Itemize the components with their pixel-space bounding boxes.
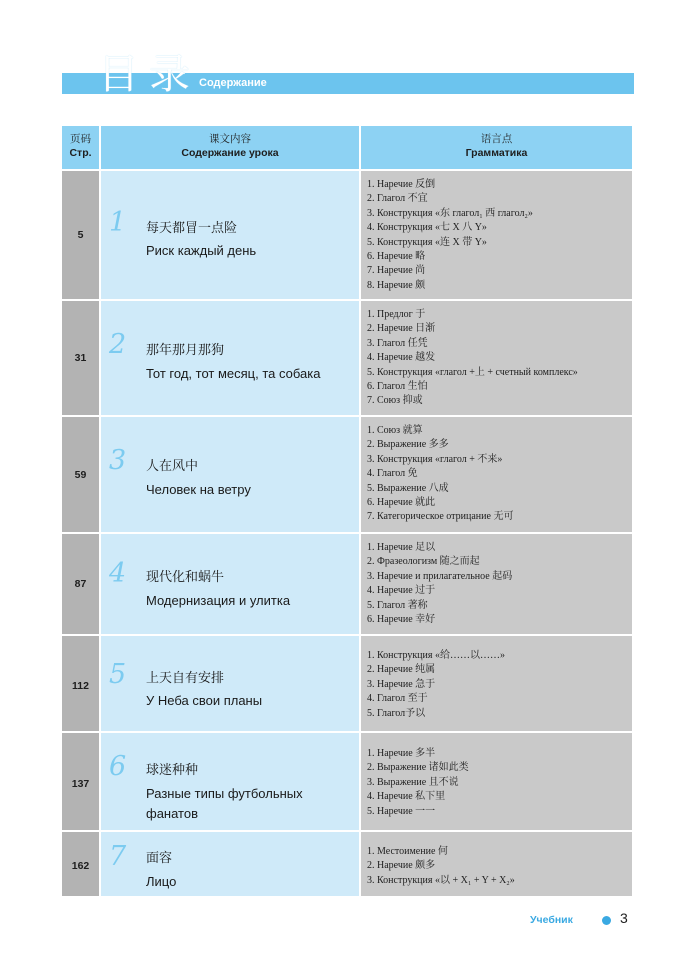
grammar-cell (361, 417, 632, 532)
page-cell (62, 171, 99, 299)
lesson-row-4 (62, 534, 632, 634)
grammar-item: 3. Конструкция «东 глагол₁ 西 глагол₂» (367, 207, 533, 219)
grammar-item: 1. Наречие 多半 (367, 748, 436, 759)
grammar-item: 4. Наречие 私下里 (367, 791, 446, 803)
grammar-item: 4. Наречие 越发 (367, 352, 436, 364)
grammar-item: 6. Наречие 幸好 (367, 614, 436, 626)
page-number: 59 (74, 469, 87, 481)
lesson-title-ru: У Неба свои планы (146, 693, 263, 708)
page-number: 137 (71, 778, 90, 790)
page-cell (62, 534, 99, 634)
grammar-item: 4. Наречие 过于 (367, 585, 436, 597)
grammar-item: 2. Наречие 纯属 (367, 664, 436, 676)
grammar-item: 7. Наречие 尚 (367, 265, 426, 277)
header-content-ru: Содержание урока (181, 147, 279, 159)
page-number: 31 (74, 352, 87, 364)
grammar-item: 1. Конструкция «给……以……» (367, 650, 505, 661)
lesson-title-ru: Человек на ветру (146, 482, 251, 497)
page-number: 162 (71, 860, 90, 872)
grammar-item: 6. Наречие 略 (367, 251, 426, 263)
grammar-item: 4. Конструкция «七 X 八 Y» (367, 222, 487, 234)
lesson-number: 3 (109, 445, 127, 476)
page-cell (62, 301, 99, 415)
page-title-ru: Содержание (199, 77, 267, 89)
lesson-title-zh: 上天自有安排 (146, 671, 225, 686)
grammar-list (367, 649, 505, 721)
grammar-cell (361, 733, 632, 830)
page-number: 87 (74, 578, 87, 590)
title-cell (101, 636, 359, 731)
lesson-number: 7 (109, 841, 127, 872)
header-page-ru: Стр. (69, 147, 92, 159)
lesson-number: 4 (109, 558, 127, 589)
grammar-list (367, 424, 513, 525)
page-cell (62, 417, 99, 532)
lesson-title-zh: 人在风中 (146, 459, 199, 474)
grammar-item: 1. Наречие 反倒 (367, 179, 436, 190)
grammar-item: 2. Наречие 颇多 (367, 860, 436, 872)
lesson-title-ru: Тот год, тот месяц, та собака (146, 366, 321, 381)
lesson-number: 1 (109, 207, 127, 238)
grammar-item: 1. Наречие 足以 (367, 542, 436, 553)
header-content-cell (101, 126, 359, 169)
grammar-item: 6. Глагол 生怕 (367, 381, 428, 393)
title-cell (101, 301, 359, 415)
lesson-title-ru: Лицо (146, 874, 177, 889)
grammar-item: 1. Предлог 于 (367, 309, 426, 320)
grammar-item: 3. Наречие 急于 (367, 678, 436, 690)
grammar-item: 3. Наречие и прилагательное 起码 (367, 570, 513, 582)
lesson-title-ru: Риск каждый день (146, 243, 257, 258)
grammar-list (367, 178, 533, 293)
grammar-item: 2. Фразеологизм 随之而起 (367, 556, 480, 568)
grammar-item: 5. Выражение 八成 (367, 482, 449, 494)
lesson-row-7 (62, 832, 632, 896)
header-page-zh: 页码 (70, 133, 91, 145)
title-cell (101, 832, 359, 896)
lesson-row-2 (62, 301, 632, 415)
grammar-list (367, 747, 469, 819)
lesson-title-zh: 面容 (146, 851, 173, 866)
grammar-item: 3. Конструкция «глагол + 不来» (367, 453, 503, 465)
lesson-row-3 (62, 417, 632, 532)
page-number: 5 (77, 229, 84, 241)
lesson-row-1 (62, 171, 632, 299)
grammar-item: 5. Конструкция «连 X 带 Y» (367, 236, 487, 248)
grammar-item: 4. Глагол 至于 (367, 693, 428, 705)
grammar-item: 5. Глагол 著称 (367, 599, 428, 611)
grammar-item: 7. Категорическое отрицание 无可 (367, 511, 514, 523)
grammar-item: 6. Наречие 就此 (367, 497, 436, 509)
lesson-title-zh: 每天都冒一点险 (146, 221, 238, 236)
grammar-cell (361, 636, 632, 731)
lesson-number: 2 (109, 329, 127, 360)
page-cell (62, 733, 99, 830)
grammar-cell (361, 171, 632, 299)
grammar-item: 8. Наречие 颇 (367, 279, 426, 291)
title-cell (101, 534, 359, 634)
grammar-item: 5. Наречие 一一 (367, 805, 436, 817)
footer-page-number: 3 (620, 910, 628, 926)
lesson-number: 6 (109, 751, 127, 782)
header-page-cell (62, 126, 99, 169)
grammar-item: 1. Местоимение 何 (367, 846, 448, 857)
page-cell (62, 636, 99, 731)
lesson-row-5 (62, 636, 632, 731)
grammar-item: 3. Глагол 任凭 (367, 337, 428, 349)
grammar-item: 7. Союз 抑或 (367, 395, 423, 407)
header-content-zh: 课文内容 (209, 133, 251, 145)
grammar-item: 4. Глагол 免 (367, 468, 418, 480)
grammar-item: 3. Выражение 且不说 (367, 776, 459, 788)
header-grammar-cell (361, 126, 632, 169)
header-grammar-zh: 语言点 (480, 133, 513, 145)
grammar-cell (361, 534, 632, 634)
footer-bullet-icon (602, 916, 611, 925)
grammar-list (367, 845, 515, 888)
lesson-title-ru: Разные типы футбольных фанатов (146, 786, 303, 821)
lesson-title-ru: Модернизация и улитка (146, 593, 291, 608)
lesson-title-zh: 球迷种种 (146, 763, 199, 778)
grammar-item: 2. Выражение 诸如此类 (367, 762, 469, 774)
footer-label: Учебник (530, 914, 573, 926)
title-cell (101, 733, 359, 830)
grammar-cell (361, 832, 632, 896)
lesson-row-6 (62, 733, 632, 830)
page-cell (62, 832, 99, 896)
grammar-item: 5. Глагол予以 (367, 707, 426, 719)
table-header (62, 126, 632, 169)
grammar-item: 5. Конструкция «глагол +上 + счетный комплекс» (367, 366, 578, 378)
title-cell (101, 417, 359, 532)
grammar-item: 2. Наречие 日渐 (367, 323, 436, 335)
page-title-zh: 目录 (98, 50, 200, 98)
grammar-item: 2. Глагол 不宜 (367, 193, 428, 205)
grammar-list (367, 308, 578, 409)
title-cell (101, 171, 359, 299)
grammar-cell (361, 301, 632, 415)
lesson-number: 5 (109, 659, 127, 690)
grammar-item: 2. Выражение 多多 (367, 439, 449, 451)
grammar-item: 3. Конструкция «以 + X₁ + Y + X₂» (367, 874, 515, 886)
grammar-list (367, 541, 512, 627)
header-grammar-ru: Грамматика (465, 147, 528, 159)
lesson-title-zh: 现代化和蜗牛 (146, 570, 225, 585)
lesson-title-zh: 那年那月那狗 (146, 343, 225, 358)
page-number: 112 (72, 680, 89, 692)
grammar-item: 1. Союз 就算 (367, 425, 423, 436)
